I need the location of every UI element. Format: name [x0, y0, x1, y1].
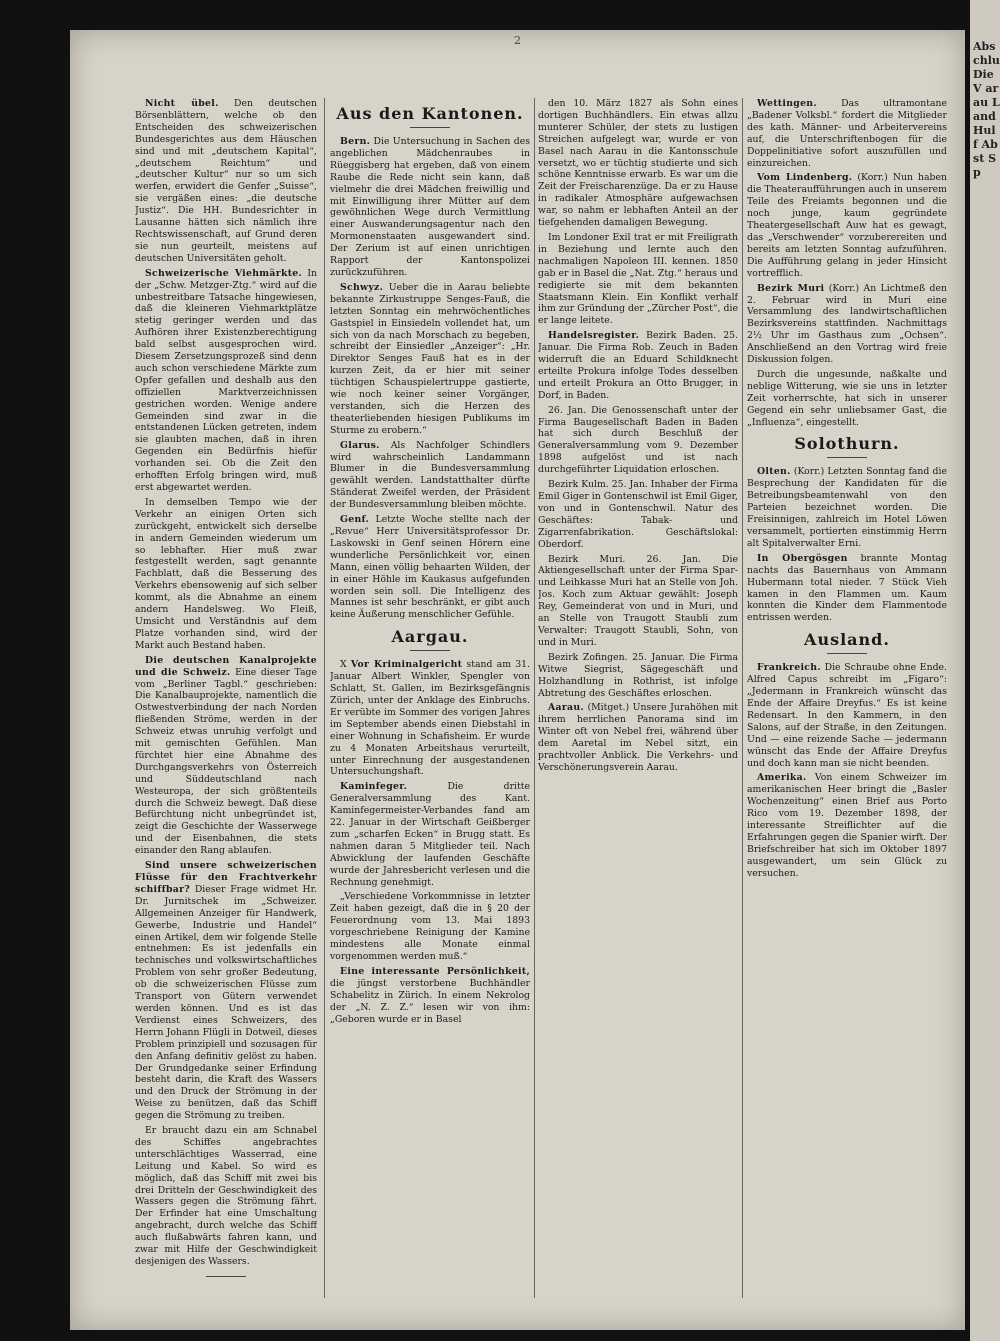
- section-heading: Aus den Kantonen.: [330, 104, 530, 128]
- article-text: Eine dieser Tage vom „Berliner Tagbl.“ geschrieben: Die Kanalbauprojekte, namentlich die Ostwestverbindung der nach Norden fließenden Ströme, werden in der Schweiz etwas unruhig verfolgt und mit gemischten Gefühlen. Man fürchtet hier eine Abnahme des Durchgangsverkehrs von Österreich und Süddeutschland nach Westeuropa, der sich größtenteils durch die Schweiz bewegt. Daß diese Befürchtung nicht unbegründet ist, zeigt die Geschichte der Wasserwege und der Eisenbahnen, die stets einander den Rang ablaufen.: [135, 666, 317, 857]
- article-text: 26. Jan. Die Genossenschaft unter der Firma Baugesellschaft Baden in Baden hat sich durch Beschluß der Generalversammlung vom 9. Dezember 1898 aufgelöst und ist nach durchgeführter Liquidation erloschen.: [538, 404, 738, 476]
- column-2: [330, 98, 530, 1298]
- article-lead: Frankreich.: [757, 662, 821, 674]
- article-text: Bezirk Kulm. 25. Jan. Inhaber der Firma Emil Giger in Gontenschwil ist Emil Giger, von und in Gontenschwil. Natur des Geschäftes: Tabak- und Zigarrenfabrikation. Geschäftslokal: Oberdorf.: [538, 479, 738, 550]
- article-lead: Kaminfeger.: [340, 781, 408, 793]
- article: [330, 440, 530, 511]
- section-end-rule: [206, 1276, 246, 1277]
- article-lead: Aarau.: [548, 702, 584, 714]
- article: [747, 466, 947, 549]
- article-lead: Die deutschen Kanalprojekte und die Schweiz.: [135, 654, 317, 678]
- article: [747, 98, 947, 169]
- article-text: Bezirk Baden. 25. Januar. Die Firma Rob. Zeuch in Baden widerruft die an Eduard Schildknecht erteilte Prokura infolge Todes desselben und erteilt Prokura an Otto Brugger, in Dorf, in Baden.: [538, 330, 738, 401]
- article-lead: Vor Kriminalgericht: [350, 659, 463, 671]
- article-lead: Glarus.: [340, 439, 380, 451]
- article-text: In demselben Tempo wie der Verkehr an einigen Orten sich zurückgeht, entwickelt sich derselbe in andern Gemeinden wiederum um so lebhafter. Hier muß zwar festgestellt werden, sagt genannte Fachblatt, daß die Besserung des Verkehrs ebensowenig auf sich selber kommt, als die Abnahme an einem andern Handelsweg. Wo Fleiß, Umsicht und Verständnis auf dem Platze vorhanden sind, wird der Markt auch Bestand haben.: [135, 496, 317, 651]
- article-lead: Eine interessante Persönlichkeit,: [340, 965, 530, 977]
- edge-text: Abschlu Die V ar au Land Hulf Abst Sp: [973, 40, 1000, 179]
- article-text: (Korr.) Nun haben die Theateraufführungen auch in unserem Teile des Freiamts begonnen und die noch junge, kaum gegründete Theatergesellschaft Auw hat es gewagt, das „Verschwender“ vorzuberereiten und bereits am letzten Sonntag aufzuführen. Die Aufführung gelang in jeder Hinsicht vortrefflich.: [747, 172, 947, 279]
- article: [330, 781, 530, 888]
- article-text: „Verschiedene Vorkommnisse in letzter Zeit haben gezeigt, daß die in § 20 der Feuerordnung vom 13. Mai 1893 vorgeschriebene Reinigung der Kamine mindestens alle Monate einmal vorgenommen werden muß.“: [330, 891, 530, 962]
- article-text: Durch die ungesunde, naßkalte und neblige Witterung, wie sie uns in letzter Zeit vorherrschte, hat sich in unserer Gegend ein sehr unliebsamer Gast, die „Influenza“, eingestellt.: [747, 368, 947, 428]
- article-text: Den deutschen Börsenblättern, welche ob den Entscheiden des schweizerischen Bundesgerichtes aus dem Häuschen sind und mit „deutschem Kapital“, „deutschem Reichtum“ und „deutscher Kultur“ nur so um sich werfen, erwidert die Genfer „Suisse“, sie vergäßen eines: „die deutsche Justiz“. Die HH. Bundesrichter in Lausanne hätten sich nämlich ihre Rechtswissenschaft, auf Grund deren sie nun geurteilt, meistens auf deutschen Universitäten geholt.: [135, 98, 317, 264]
- article-text: den 10. März 1827 als Sohn eines dortigen Buchhändlers. Ein etwas allzu munterer Schüler, der stets zu lustigen Streichen aufgelegt war, wurde er von Basel nach Aarau in die Kantonsschule versetzt, wo er tüchtig studierte und sich schöne Kenntnisse erwarb. Es war um die Zeit der Freischarenzüge. Da er zu Hause in radikaler Atmosphäre aufgewachsen war, so nahm er lebhaften Anteil an der tiefgehenden damaligen Bewegung.: [538, 98, 738, 229]
- article-text: Als Nachfolger Schindlers wird wahrscheinlich Landammann Blumer in die Bundesversammlung gewählt werden. Landstatthalter dürfte Ständerat Zweifel werden, der Präsident der Bundesversammlung bleiben möchte.: [330, 439, 530, 511]
- article-text: In der „Schw. Metzger-Ztg.“ wird auf die unbestreitbare Tatsache hingewiesen, daß die kleineren Viehmarktplätze stetig geringer werden und das Aufhören ihrer Existenzberechtigung bald selbst ausgesprochen wird. Diesem Zersetzungsprozeß sind denn auch schon verschiedene Märkte zum Opfer gefallen und deshalb aus den offiziellen Marktverzeichnissen gestrichen worden. Wenige andere Gemeinden sind zwar in die entstandenen Lücken getreten, indem sie glaubten machen, daß in ihren Gegenden ein Bedürfnis hiefür vorhanden sei. Ob die Zeit den erhofften Erfolg bringen wird, muß erst abgewartet werden.: [135, 267, 317, 493]
- article: [747, 172, 947, 279]
- article: [747, 772, 947, 879]
- article: [330, 514, 530, 621]
- section-heading: Aargau.: [330, 627, 530, 651]
- article-text: stand am 31. Januar Albert Winkler, Spengler von Schlatt, St. Gallen, im Bezirksgefängnis Zürich, unter der Anklage des Einbruchs. Er verübte im Sommer des vorigen Jahres im September abends einen Diebstahl in einer Wohnung in Schafisheim. Er wurde zu 4 Monaten Arbeitshaus verurteilt, unter Einrechnung der ausgestandenen Untersuchungshaft.: [330, 659, 530, 778]
- article-lead: Schwyz.: [340, 281, 384, 293]
- article-text: Letzte Woche stellte nach der „Revue“ Herr Universitätsprofessor Dr. Laskowski in Genf seinen Hörern eine wunderliche Persönlichkeit vor, einen Mann, einen völlig behaarten Wilden, der in einer Höhle im Kaukasus aufgefunden worden sein soll. Die Intelligenz des Mannes ist sehr beschränkt, er gibt auch keine Äußerung menschlicher Gefühle.: [330, 514, 530, 621]
- article-text: (Korr.) Letzten Sonntag fand die Besprechung der Kandidaten für die Betreibungsbeamtenwahl von den Parteien bezeichnet worden. Die Freisinnigen, zahlreich im Hotel Löwen versammelt, portierten einstimmig Herrn alt Spitalverwalter Erni.: [747, 466, 947, 549]
- column-4: [747, 98, 947, 1298]
- article-text: Ueber die in Aarau beliebte bekannte Zirkustruppe Senges-Fauß, die letzten Sonntag ein mehrwöchentliches Gastspiel in Einsiedeln vollendet hat, um sich von da nach Morschach zu begeben, schreibt der Einsiedler „Anzeiger“: „Hr. Direktor Senges Fauß hat es in der kurzen Zeit, da er hier mit seiner tüchtigen Schauspielertruppe gastierte, wie noch keiner seiner Vorgänger, verstanden, sich die Herzen des theaterliebenden hiesigen Publikums im Sturme zu erobern.“: [330, 281, 530, 436]
- article-lead: Bern.: [340, 136, 371, 147]
- article-text: Bezirk Muri. 26. Jan. Die Aktiengesellschaft unter der Firma Spar- und Leihkasse Muri hat an Stelle von Joh. Jos. Koch zum Aktuar gewählt: Joseph Rey, Gemeinderat von und in Muri, und an Stelle von Traugott Staubli zum Verwalter: Traugott Staubli, Sohn, von und in Muri.: [538, 553, 738, 648]
- article: X Vor Kriminalgericht stand am 31. Januar Albert Winkler, Spengler von Schlatt, St. Gallen, im Bezirksgefängnis Zürich, unter der Anklage des Einbruchs. Er verübte im Sommer des vorigen Jahres im September abends einen Diebstahl in einer Wohnung in Schafisheim. Er wurde zu 4 Monaten Arbeitshaus verurteilt, unter Einrechnung der ausgestandenen Untersuchungshaft.: [330, 659, 530, 778]
- article-lead: Sind unsere schweizerischen Flüsse für den Frachtverkehr schiffbar?: [135, 860, 317, 895]
- article-text: die jüngst verstorbene Buchhändler Schabelitz in Zürich. In einem Nekrolog der „N. Z. Z.“ lesen wir von ihm: „Geboren wurde er in Basel: [330, 977, 530, 1025]
- article: [747, 283, 947, 366]
- article-text: Bezirk Zofingen. 25. Januar. Die Firma Witwe Siegrist, Sägegeschäft und Holzhandlung in Rothrist, ist infolge Abtretung des Geschäftes erloschen.: [538, 651, 738, 699]
- page-number: 2: [514, 34, 521, 47]
- column-rule: [742, 98, 743, 1298]
- article-lead: Nicht übel.: [145, 98, 219, 109]
- article-text: brannte Montag nachts das Bauernhaus von Ammann Hubermann total nieder. 7 Stück Vieh kamen in den Flammen um. Kaum konnten die Kinder dem Flammentode entrissen werden.: [747, 552, 947, 624]
- article: [135, 268, 317, 494]
- article-lead: Wettingen.: [757, 98, 817, 109]
- article-text: (Korr.) An Lichtmeß den 2. Februar wird in Muri eine Versammlung des landwirtschaftlichen Bezirksvereins stattfinden. Nachmittags 2½ Uhr im Gasthaus zum „Ochsen“. Anschließend an den Vortrag wird freie Diskussion folgen.: [747, 282, 947, 366]
- article-lead: Schweizerische Viehmärkte.: [145, 267, 303, 279]
- column-rule: [324, 98, 325, 1298]
- article-text: Im Londoner Exil trat er mit Freiligrath in Beziehung und lernte auch den nachmaligen Napoleon III. kennen. 1850 gab er in Basel die „Nat. Ztg.“ heraus und redigierte sie mit dem bekannten Staatsmann Klein. Ein Konflikt verhalf ihm zur Gründung der „Zürcher Post“, die er lange leitete.: [538, 231, 738, 327]
- column-1: [135, 98, 317, 1298]
- article: [330, 966, 530, 1026]
- article-text: Er braucht dazu ein am Schnabel des Schiffes angebrachtes unterschlächtiges Wasserrad, eine Leitung und Kabel. So wird es möglich, daß das Schiff mit zwei bis drei Dritteln der Geschwindigkeit des Wassers gegen die Strömung fährt. Der Erfinder hat eine Umschaltung angebracht, durch welche das Schiff auch flußabwärts fahren kann, und zwar mit Hilfe der Geschwindigkeit desjenigen des Wassers.: [135, 1125, 317, 1267]
- article-text: Das ultramontane „Badener Volksbl.“ fordert die Mitglieder des kath. Männer- und Arbeitervereins auf, die Unterschriftenbogen für die Doppelinitiative sofort auszufüllen und einzureichen.: [747, 98, 947, 169]
- article: [538, 330, 738, 401]
- column-3: [538, 98, 738, 1298]
- article-lead: Olten.: [757, 466, 791, 478]
- article: [135, 860, 317, 1122]
- article: [135, 655, 317, 857]
- column-rule: [534, 98, 535, 1298]
- article: [747, 553, 947, 624]
- article-lead: Genf.: [340, 514, 370, 526]
- article-lead: Handelsregister.: [548, 330, 640, 342]
- section-heading: Solothurn.: [747, 434, 947, 458]
- article-text: (Mitget.) Unsere Jurahöhen mit ihrem herrlichen Panorama sind im Winter oft von Nebel frei, während über dem Aaretal im Nebel sitzt, ein prachtvoller Anblick. Die Verkehrs- und Verschönerungsverein Aarau.: [538, 702, 738, 773]
- article: [330, 282, 530, 437]
- section-heading: Ausland.: [747, 630, 947, 654]
- adjacent-page-edge: [970, 0, 1000, 1341]
- article-text: Die dritte Generalversammlung des Kant. Kaminfegermeister-Verbandes fand am 22. Januar in der Wirtschaft Geißberger zum „scharfen Ecken“ in Brugg statt. Es nahmen daran 5 Mitglieder teil. Nach Abwicklung der laufenden Geschäfte wurde der Jahresbericht verlesen und die Rechnung genehmigt.: [330, 781, 530, 888]
- article: [538, 702, 738, 773]
- article: [135, 98, 317, 265]
- article-lead: Bezirk Muri: [757, 282, 825, 294]
- article-text: Dieser Frage widmet Hr. Dr. Jurnitschek im „Schweizer. Allgemeinen Anzeiger für Handwerk, Gewerbe, Industrie und Handel“ einen Artikel, dem wir folgende Stelle entnehmen: Es ist jedenfalls ein technisches und volkswirtschaftliches Problem von sehr großer Bedeutung, ob die schweizerischen Flüsse zum Transport von Gütern verwendet werden können. Und es ist das Verdienst eines Schweizers, des Herrn Johann Flügli in Dotweil, dieses Problem prinzipiell und sozusagen für den Anfang definitiv gelöst zu haben. Der Grundgedanke seiner Erfindung besteht darin, die Kraft des Wassers und den Druck der Strömung in der Weise zu benützen, daß das Schiff gegen die Strömung zu treiben.: [135, 883, 317, 1122]
- article: [747, 662, 947, 769]
- article-lead: In Obergösgen: [757, 552, 848, 564]
- article-text: Die Untersuchung in Sachen des angeblichen Mädchenraubes in Rüeggisberg hat ergeben, daß von einem Raube die Rede nicht sein kann, daß vielmehr die drei Mädchen freiwillig und mit Einwilligung ihrer Mütter auf dem gewöhnlichen Wege durch Vermittlung einer Auswanderungsagentur nach den Mormonenstaaten ausgewandert sind. Der Zerium ist auf einen unrichtigen Rapport der Kantonspolizei zurückzuführen.: [330, 136, 530, 278]
- article-lead: Amerika.: [757, 772, 807, 784]
- article-text: Die Schraube ohne Ende. Alfred Capus schreibt im „Figaro“: „Jedermann in Frankreich wünscht das Ende der Affaire Dreyfus.“ Es ist keine Redensart. In den Kammern, in den Salons, auf der Straße, in den Zeitungen. Und — eine reizende Sache — jedermann wünscht das Ende der Affaire Dreyfus und doch kann man sie nicht beenden.: [747, 662, 947, 769]
- article-lead: Vom Lindenberg.: [757, 172, 853, 184]
- article-text: Von einem Schweizer im amerikanischen Heer bringt die „Basler Wochenzeitung“ einen Brief aus Porto Rico vom 19. Dezember 1898, der interessante Streiflichter auf die Erfahrungen gegen die Spanier wirft. Der Briefschreiber hat sich im Oktober 1897 ausgewandert, um sein Glück zu versuchen.: [747, 772, 947, 879]
- article: [330, 136, 530, 279]
